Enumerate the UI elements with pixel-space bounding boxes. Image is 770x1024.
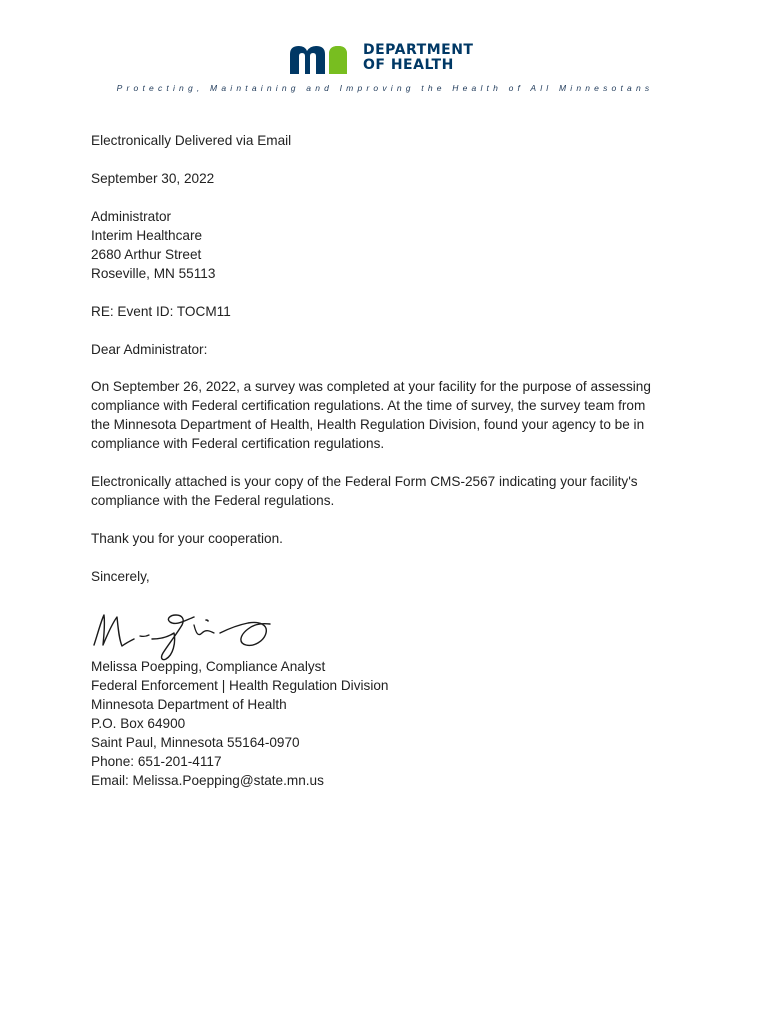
- recipient-org: Interim Healthcare: [91, 228, 203, 243]
- mdh-logo: [290, 44, 490, 76]
- salutation: Dear Administrator:: [91, 342, 208, 357]
- paragraph-line: On September 26, 2022, a survey was completed at your facility for the purpose of assessing: [91, 379, 651, 394]
- letter-date: September 30, 2022: [91, 171, 215, 186]
- paragraph-line: Electronically attached is your copy of the Federal Form CMS-2567 indicating your facility's: [91, 474, 638, 489]
- signature-block: [91, 657, 388, 790]
- paragraph-line: compliance with Federal certification regulations. At the time of survey, the survey team from: [91, 398, 646, 413]
- signer-name-title: Melissa Poepping, Compliance Analyst: [91, 659, 326, 674]
- recipient-street: 2680 Arthur Street: [91, 247, 202, 262]
- reference-line: RE: Event ID: TOCM11: [91, 304, 231, 319]
- tagline: Protecting, Maintaining and Improving the Health of All Minnesotans: [116, 83, 654, 93]
- logo-text: [363, 43, 473, 73]
- signer-phone: Phone: 651-201-4117: [91, 754, 222, 769]
- recipient-address: [91, 207, 215, 283]
- delivery-method: Electronically Delivered via Email: [91, 133, 292, 148]
- signer-email: Email: Melissa.Poepping@state.mn.us: [91, 773, 324, 788]
- logo-line-2: OF HEALTH: [363, 57, 454, 73]
- closing: Sincerely,: [91, 569, 150, 584]
- signer-city: Saint Paul, Minnesota 55164-0970: [91, 735, 300, 750]
- paragraph-line: compliance with the Federal regulations.: [91, 493, 335, 508]
- body-paragraph-2: [91, 472, 638, 510]
- signer-department: Minnesota Department of Health: [91, 697, 287, 712]
- signer-division: Federal Enforcement | Health Regulation Division: [91, 678, 389, 693]
- paragraph-line: the Minnesota Department of Health, Health Regulation Division, found your agency to be in: [91, 417, 645, 432]
- mn-logo-icon: [290, 44, 356, 74]
- paragraph-line: compliance with Federal certification regulations.: [91, 436, 385, 451]
- body-paragraph-1: [91, 377, 651, 453]
- logo-line-1: DEPARTMENT: [363, 42, 474, 58]
- thanks-line: Thank you for your cooperation.: [91, 531, 283, 546]
- handwritten-signature: [90, 603, 280, 663]
- letterhead: [0, 0, 770, 100]
- recipient-city: Roseville, MN 55113: [91, 266, 216, 281]
- signer-po-box: P.O. Box 64900: [91, 716, 186, 731]
- recipient-title: Administrator: [91, 209, 172, 224]
